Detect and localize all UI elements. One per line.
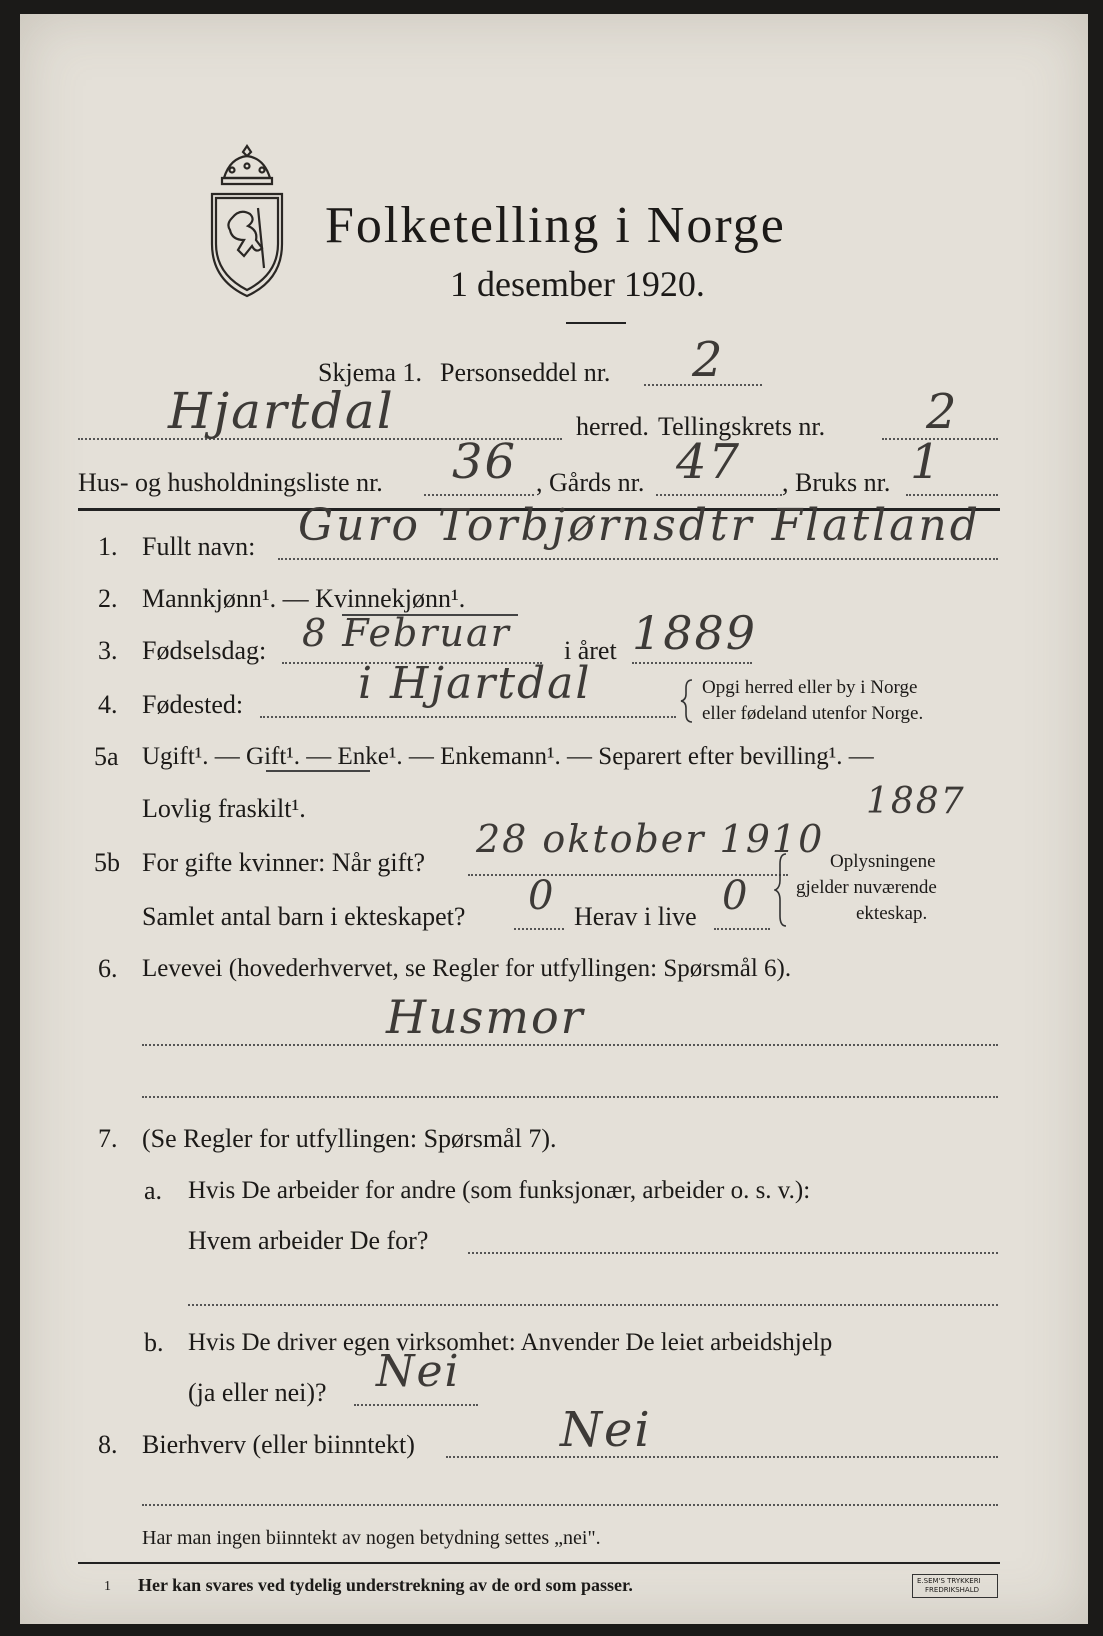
- q4-number: 4.: [98, 690, 118, 719]
- q7-label: (Se Regler for utfyllingen: Spørsmål 7).: [142, 1124, 557, 1153]
- q7a-label2: Hvem arbeider De for?: [188, 1226, 429, 1255]
- bruks-line: [906, 494, 998, 496]
- bruks-label: , Bruks nr.: [782, 468, 891, 497]
- q5b-children-value: 0: [528, 873, 556, 919]
- hus-label: Hus- og husholdningsliste nr.: [78, 468, 383, 497]
- q4-brace-icon: [680, 678, 694, 724]
- q8-number: 8.: [98, 1430, 118, 1459]
- hus-line: [424, 494, 534, 496]
- q2-label: Mannkjønn¹. — Kvinnekjønn¹.: [142, 584, 466, 613]
- q7b-label2: (ja eller nei)?: [188, 1378, 327, 1407]
- herred-label: herred.: [576, 412, 649, 441]
- gards-label: , Gårds nr.: [536, 468, 645, 497]
- q5b-label: For gifte kvinner: Når gift?: [142, 848, 426, 877]
- q3-year-line: [632, 662, 752, 664]
- personseddel-value: 2: [692, 332, 725, 388]
- q8-label: Bierhverv (eller biinntekt): [142, 1430, 415, 1459]
- printer-line1: E.SEM'S TRYKKERI: [917, 1577, 981, 1585]
- q4-value: i Hjartdal: [358, 658, 592, 709]
- q6-number: 6.: [98, 954, 118, 983]
- q5b-note-line3: ekteskap.: [856, 903, 928, 924]
- tellingskrets-value: 2: [926, 384, 959, 440]
- q5b-alive-label: Herav i live: [574, 902, 697, 931]
- q4-line: [260, 716, 676, 718]
- hus-value: 36: [452, 434, 518, 490]
- q5b-alive-value: 0: [722, 873, 750, 919]
- herred-value: Hjartdal: [168, 382, 395, 440]
- q7b-label: Hvis De driver egen virksomhet: Anvender De leiet arbeidshjelp: [188, 1329, 833, 1356]
- q7a-line1: [468, 1252, 998, 1254]
- q6-label: Levevei (hovederhvervet, se Regler for utfyllingen: Spørsmål 6).: [142, 955, 792, 982]
- q6-line1: [142, 1044, 998, 1046]
- footnote-text: Her kan svares ved tydelig understrekning av de ord som passer.: [138, 1575, 633, 1595]
- q3-number: 3.: [98, 636, 118, 665]
- q7-number: 7.: [98, 1124, 118, 1153]
- q4-label: Fødested:: [142, 690, 244, 719]
- q3-day-value: 8 Februar: [302, 611, 511, 655]
- q8-line1: [446, 1456, 998, 1458]
- footnote-mark: 1: [104, 1579, 111, 1594]
- q1-line: [278, 558, 998, 560]
- q1-label: Fullt navn:: [142, 532, 256, 561]
- q1-number: 1.: [98, 532, 118, 561]
- printer-stamp: [912, 1574, 998, 1598]
- q5b-note-line1: Oplysningene: [830, 851, 936, 872]
- coat-of-arms-icon: [202, 138, 292, 298]
- tellingskrets-label: Tellingskrets nr.: [658, 412, 826, 441]
- q7a-letter: a.: [144, 1176, 163, 1205]
- q6-value: Husmor: [386, 990, 585, 1044]
- q3-year-label: i året: [564, 636, 617, 665]
- q3-year-value: 1889: [632, 606, 758, 660]
- q7a-label: Hvis De arbeider for andre (som funksjonær, arbeider o. s. v.):: [188, 1177, 811, 1204]
- bruks-value: 1: [910, 434, 943, 490]
- q4-note-line2: eller fødeland utenfor Norge.: [702, 703, 924, 724]
- q5b-note-line2: gjelder nuværende: [796, 877, 937, 898]
- q1-value: Guro Torbjørnsdtr Flatland: [298, 500, 981, 551]
- q5b-number: 5b: [94, 848, 120, 877]
- q5a-number: 5a: [94, 742, 119, 771]
- q2-number: 2.: [98, 584, 118, 613]
- census-form-page: [20, 14, 1088, 1624]
- q5b-label2: Samlet antal barn i ekteskapet?: [142, 902, 466, 931]
- q5b-children-line: [514, 928, 564, 930]
- q5b-brace-icon: [774, 852, 788, 928]
- q5b-value: 28 oktober 1910: [476, 817, 825, 861]
- q3-label: Fødselsdag:: [142, 636, 267, 665]
- q7b-value: Nei: [376, 1346, 461, 1397]
- q7b-line: [354, 1404, 478, 1406]
- q5a-underline: [266, 770, 370, 772]
- q5b-alive-line: [714, 928, 770, 930]
- form-label: Skjema 1.: [318, 358, 422, 387]
- footer-divider: [78, 1562, 1000, 1564]
- q8-line2: [142, 1504, 998, 1506]
- q7b-letter: b.: [144, 1328, 164, 1357]
- q8-value: Nei: [560, 1402, 652, 1458]
- form-date: 1 desember 1920.: [450, 264, 705, 304]
- footer-note: Har man ingen biinntekt av nogen betydning settes „nei".: [142, 1527, 601, 1549]
- q5a-label: Ugift¹. — Gift¹. — Enke¹. — Enkemann¹. — Separert efter bevilling¹. —: [142, 743, 874, 770]
- gards-line: [656, 494, 782, 496]
- q7a-line2: [188, 1304, 998, 1306]
- q4-note-line1: Opgi herred eller by i Norge: [702, 677, 918, 698]
- q5b-extra-value: 1887: [866, 781, 966, 822]
- q6-line2: [142, 1096, 998, 1098]
- printer-line2: FREDRIKSHALD: [925, 1586, 980, 1594]
- gards-value: 47: [676, 434, 742, 490]
- title-divider: [566, 322, 626, 324]
- personseddel-label: Personseddel nr.: [440, 358, 611, 387]
- form-title: Folketelling i Norge: [325, 197, 786, 254]
- q5a-label2: Lovlig fraskilt¹.: [142, 794, 306, 823]
